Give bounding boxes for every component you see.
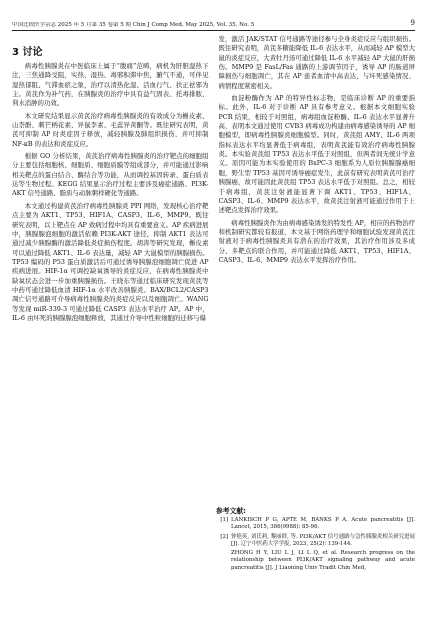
reference-text: 钟艳英, 刘氏莉, 黎丽群, 等. PI3K/AKT 信号通路与急性胰腺炎相关研究进展 [J]. 辽宁中医药大学学报, 2023, 25(2): 139-144. xyxy=(231,533,415,547)
page-number: 9 xyxy=(410,19,415,28)
reference-text: ZHONG H Y, LIU L J, LI L Q, et al. Research progress on the relationship between PI3K/AKT signaling pathway and acute pancreatitis [J]. J Liaoning Univ Tradit Chin Med, xyxy=(231,550,415,571)
reference-text: LANKISCH P G, APTE M, BANKS P A. Acute pancreatitis [J]. Lancet, 2015, 386(9988): 85-96. xyxy=(231,517,415,531)
right-column xyxy=(219,35,416,505)
references-title: 参考文献: xyxy=(216,507,246,515)
paragraph: 本文研究结果显示黄芪治疗病毒性胰腺炎的有效成分为槲皮素、山柰酚、刺芒柄花素、异鼠李素、毛蕊异黄酮等。既往研究表明，黄芪可抑制 AP 时炎症因子释放，减轻胰腺及肺组织损伤，并可抑制 NF-κB 的表达和炎症反应。 xyxy=(12,111,209,148)
references-section xyxy=(216,505,415,618)
paragraph: 血淀粉酶作为 AP 的特异性标志物，是临床诊断 AP 的重要指标。此外，IL-6 对于诊断 AP 具有参考意义。根据本文细胞实验 PCR 结果，相较于对照组，病毒组血淀粉酶、IL-6 表达水平显著升高，表明本文通过使用 CVB3 病毒成功构建由病毒感染诱导的 AP 细胞模型，即病毒性胰腺炎细胞模型。同时，黄芪组 AMY、IL-6 两项指标表达水平均显著低于病毒组，表明黄芪能有效治疗病毒性胰腺炎。本实验黄芪组 TP53 表达水平低于对照组，但两者间无统计学意义。原因可能为本实验使用的 BxPC-3 细胞系为人原位胰腺腺癌细胞，野生型 TP53 基因可诱导癌症发生，此前有研究表明黄芪可治疗胰腺癌，故可能因此黄芪组 TP53 表达水平低于对照组。总之，相较于病毒组，黄芪注射液能显著下调 AKT1、TP53、HIF1A、CASP3、IL-6、MMP9 表达水平，故黄芪注射液可能通过作用于上述靶点发挥治疗效果。 xyxy=(218,94,415,215)
reference-number xyxy=(216,550,228,572)
paragraph: 病毒性胰腺炎在中医临床上属于“腹痛”范畴，病机为肝胆湿热下注，三焦通降受阻，实热、湿热、毒邪积滞中焦，腑气不通，可伴见湿热郁阻、气滞血瘀之象，治疗以清热化湿、活血行气、扶正祛邪为主。黄芪作为补气药，在胰腺炎的治疗中具有益气固表、托毒排脓、利水消肿的功效。 xyxy=(12,62,209,108)
reference-number: [2] xyxy=(220,533,228,540)
paragraph: 发，激活 JAK/STAT 信号通路等途径参与全身炎症反应与组织损伤。既往研究表明，黄芪多糖能降低 IL-6 表达水平，从而减轻 AP 模型大鼠的炎症反应，大黄牡丹汤可通过降低 IL-6 水平减轻 AP 大鼠的肝损伤。MMP9 是 FasL/Fas 通路的上游调节因子，诱导 AP 的肠道屏障损伤与细胞凋亡，其在 AP 患者血清中高表达，与坏死感染情况、病情程度紧密相关。 xyxy=(218,35,415,90)
reference-item xyxy=(216,517,415,532)
reference-item xyxy=(216,550,415,572)
body-columns xyxy=(12,35,415,505)
paragraph: 病毒性胰腺炎作为由病毒感染诱发的特发性 AP，相应的药物治疗和机制研究都较有报道，本文基于网络药理学和细胞试验发现黄芪注射液对于病毒性胰腺炎具有潜在的治疗效果，其治疗作用涉及多成分、多靶点的联合作用，并可能通过降低 AKT1、TP53、HIF1A、CASP3、IL-6、MMP9 表达水平发挥治疗作用。 xyxy=(218,218,415,264)
section-title: 3 讨论 xyxy=(12,47,43,58)
references-list xyxy=(216,517,415,572)
journal-citation: 中国比较医学杂志 2025 年 5 月第 35 卷第 5 期 Chin J Comp Med, May 2025, Vol. 35, No. 5 xyxy=(12,21,255,28)
paragraph: 本文通过构建黄芪治疗病毒性胰腺炎 PPI 网络，发现核心治疗靶点主要为 AKT1、TP53、HIF1A、CASP3、IL-6、MMP9。既往研究表明，以上靶点在 AP 致病过程中均具有重要意义。AP 疾病进展中，胰腺腺泡细胞的激活依赖 PI3K-AKT 途径，抑制 AKT1 表达可通过减少胰腺酶的激活降低炎症损伤程度。胡涛等研究发现，槲皮素可以通过降低 AKT1、IL-6 表达量，减轻 AP 大鼠模型的胰腺损伤。TP53 编码的 P53 蛋白质激活后可通过诱导胰腺泡细胞凋亡促进 AP 疾病进展。HIF-1α 可调控缺氧诱导的炎症反应，在病毒性胰腺炎中缺氧状态会进一步加重胰腺损伤。王晓东等通过临床研究发现黄芪等中药可通过降低血清 HIF-1α 水平改善胰腺炎。BAX/BCL2/CASP3 凋亡信号通路可介导病毒性胰腺炎的炎症反应以及细胞凋亡。WANG 等发现 miR-339-3 可通过降低 CASP3 表达水平治疗 AP。AP 中，IL-6 由坏死的胰腺腺泡细胞释放，其通过介导中性粒细胞的迁移与爆 xyxy=(12,201,209,322)
reference-item xyxy=(216,534,415,549)
reference-number: [1] xyxy=(220,517,228,523)
running-header xyxy=(12,10,415,31)
left-column xyxy=(12,35,209,505)
paragraph: 根据 GO 分析结果，黄芪治疗病毒性胰腺炎的治疗靶点的细胞组分主要包括细胞核、细胞质、细胞质膜等组成部分，并可能通过影响相关靶点的蛋白结合、酶结合等功能，从而调控基因转录、蛋白质表达等生物过程。KEGG 结果显示治疗过程主要涉及癌症通路、PI3K-AKT 信号通路、脂质与动脉粥样硬化等通路。 xyxy=(12,152,209,198)
